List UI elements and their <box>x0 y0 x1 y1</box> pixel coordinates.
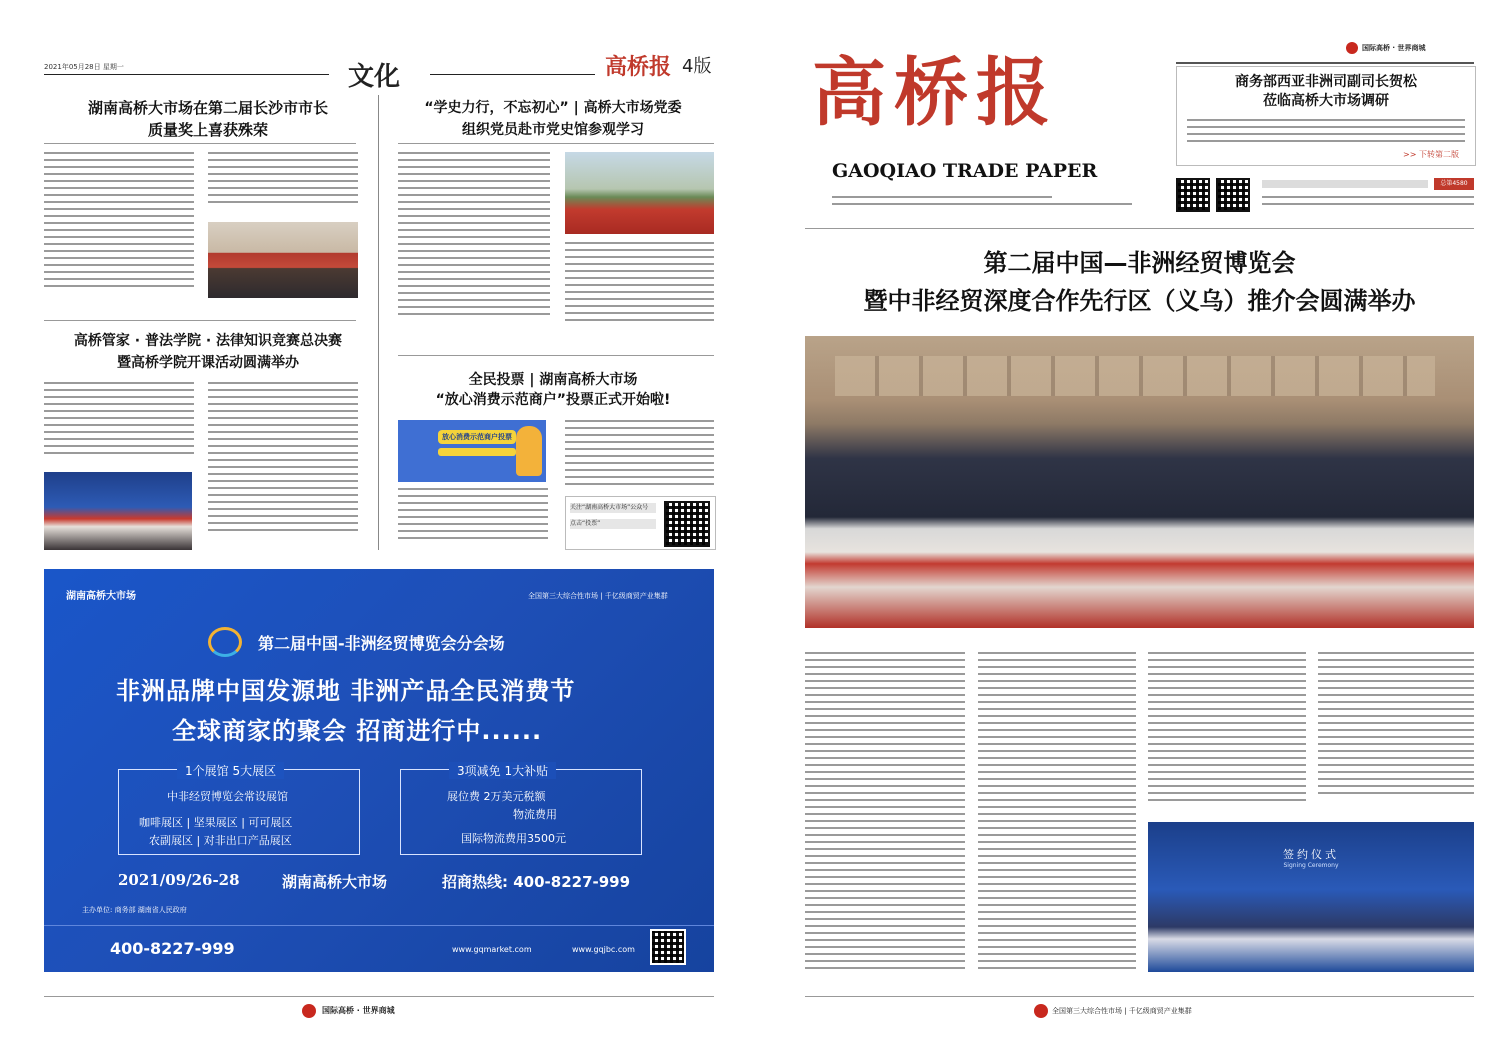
headline-line: 组织党员赴市党史馆参观学习 <box>462 122 644 138</box>
column-divider <box>378 95 379 550</box>
rule <box>398 355 714 356</box>
award-ceremony-photo <box>208 222 358 298</box>
ad-footer-phone[interactable]: 400-8227-999 <box>110 939 235 958</box>
right-footer-rule <box>805 996 1474 997</box>
box1-title: 1个展馆 5大展区 <box>177 762 284 779</box>
ad-event: 第二届中国-非洲经贸博览会分会场 <box>258 634 505 653</box>
box2-row1: 展位费 2万美元税额 <box>447 790 546 803</box>
seal-icon <box>1346 42 1358 54</box>
vote-banner-strip <box>438 448 516 456</box>
rule <box>44 320 356 321</box>
box1-row1: 咖啡展区 | 坚果展区 | 可可展区 <box>139 816 293 829</box>
ad-hotline: 招商热线: 400-8227-999 <box>442 873 631 891</box>
article-2-text-col1 <box>398 152 550 332</box>
masthead-qr-2[interactable] <box>1216 178 1250 212</box>
vote-qr-code[interactable] <box>664 501 710 547</box>
lead-text-col1 <box>805 652 965 972</box>
lead-headline-line: 第二届中国—非洲经贸博览会 <box>983 249 1296 277</box>
rule <box>398 143 714 144</box>
left-footer-slogan: 国际高桥 · 世界商城 <box>322 1006 395 1015</box>
box2-title: 3项减免 1大补贴 <box>449 762 556 779</box>
signing-subtitle: Signing Ceremony <box>1283 862 1339 869</box>
box1-row2: 农副展区 | 对非出口产品展区 <box>149 834 292 847</box>
vote-step-2: 点击“投票” <box>570 519 656 529</box>
fair-logo-icon <box>208 627 242 657</box>
left-paper-logo: 高桥报 <box>605 54 672 80</box>
mascot-figure <box>516 426 542 476</box>
contest-final-photo <box>44 472 192 550</box>
lead-text-col2 <box>978 652 1136 972</box>
headline-line: 全民投票 | 湖南高桥大市场 <box>468 372 638 388</box>
article-2-text-col2 <box>565 242 714 334</box>
header-rule-right <box>430 74 595 75</box>
vote-banner-title: 放心消费示范商户投票 <box>438 430 516 444</box>
masthead: 高桥报 <box>812 50 1058 136</box>
headline-line: “放心消费示范商户”投票正式开始啦! <box>435 392 671 408</box>
header-rule-left <box>44 74 329 75</box>
teaser-box <box>1176 66 1476 166</box>
vote-step-1: 关注“湖南高桥大市场”公众号 <box>570 503 656 513</box>
article-4-headline <box>392 370 714 410</box>
masthead-qr-1[interactable] <box>1176 178 1210 212</box>
ad-org: 湖南高桥大市场 <box>66 591 136 602</box>
rule <box>44 143 356 144</box>
box2-row3: 国际物流费用3500元 <box>461 832 566 845</box>
box1-sub: 中非经贸博览会常设展馆 <box>167 790 288 803</box>
headline-line: 暨高桥学院开课活动圆满举办 <box>117 355 299 371</box>
article-3-headline <box>40 330 376 374</box>
signing-title: 签约仪式 <box>1283 848 1339 861</box>
issue-info-bar <box>1262 180 1428 188</box>
left-footer-rule <box>44 996 714 997</box>
lead-headline-line: 暨中非经贸深度合作先行区（义乌）推介会圆满举办 <box>863 287 1416 315</box>
teaser-line: 商务部西亚非洲司副司长贺松 <box>1235 74 1417 90</box>
article-2-headline <box>392 97 714 141</box>
box2-row2: 物流费用 <box>513 808 557 821</box>
top-slogan: 国际高桥 · 世界商城 <box>1362 44 1426 52</box>
page-number: 4版 <box>682 56 712 77</box>
vote-instructions-box <box>565 496 716 550</box>
article-3-text-col2 <box>208 382 358 550</box>
issue-contacts <box>1262 196 1474 212</box>
ad-venue: 湖南高桥大市场 <box>282 873 388 891</box>
ad-headline-1: 非洲品牌中国发源地 非洲产品全民消费节 <box>116 677 576 705</box>
ad-rule <box>44 925 714 926</box>
headline-line: 高桥管家 · 普法学院 · 法律知识竞赛总决赛 <box>73 333 343 349</box>
teaser-line: 莅临高桥大市场调研 <box>1263 93 1389 109</box>
section-title: 文化 <box>348 62 401 92</box>
teaser-rule <box>1176 62 1474 64</box>
right-footer-slogan: 全国第三大综合性市场 | 千亿级商贸产业集群 <box>1052 1007 1192 1015</box>
headline-line: 质量奖上喜获殊荣 <box>147 121 268 139</box>
masthead-rule <box>805 228 1474 229</box>
conference-hall-photo <box>805 336 1474 628</box>
teaser-headline <box>1177 73 1475 111</box>
article-4-text-col2 <box>565 420 714 492</box>
lead-text-col3 <box>1148 652 1306 812</box>
seal-icon <box>1034 1004 1048 1018</box>
ad-qr-code[interactable] <box>650 929 686 965</box>
headline-line: 湖南高桥大市场在第二届长沙市市长 <box>87 99 328 117</box>
museum-visit-photo <box>565 152 714 234</box>
article-3-text-col1 <box>44 382 194 464</box>
article-1-text-col1 <box>44 152 194 302</box>
ad-footer-site2[interactable]: www.gqjbc.com <box>572 945 635 954</box>
teaser-text <box>1187 119 1465 147</box>
ad-footer-site1[interactable]: www.gqmarket.com <box>452 945 532 954</box>
article-1-text-col2 <box>208 152 358 214</box>
article-1-headline <box>44 97 372 141</box>
ad-headline-2: 全球商家的聚会 招商进行中...... <box>172 717 543 745</box>
masthead-en: GAOQIAO TRADE PAPER <box>832 160 1098 182</box>
lead-text-col4 <box>1318 652 1474 804</box>
issue-badge: 总第4580 <box>1434 178 1474 190</box>
ad-top-right: 全国第三大综合性市场 | 千亿级商贸产业集群 <box>528 592 668 600</box>
article-4-text-col1 <box>398 488 548 548</box>
teaser-link[interactable]: >> 下转第二版 <box>1403 150 1459 159</box>
ad-dates: 2021/09/26-28 <box>118 871 240 889</box>
vote-banner <box>398 420 546 482</box>
left-date: 2021年05月28日 星期一 <box>44 63 124 71</box>
fair-advertisement <box>44 569 714 972</box>
benefits-box <box>400 764 642 855</box>
lead-headline <box>805 244 1474 320</box>
headline-line: “学史力行，不忘初心” | 高桥大市场党委 <box>424 100 682 116</box>
hall-wall-pattern <box>835 356 1435 396</box>
masthead-credits <box>832 196 1132 214</box>
exhibit-box <box>118 764 360 855</box>
ad-hosts: 主办单位: 商务部 湖南省人民政府 <box>82 906 187 914</box>
seal-icon <box>302 1004 316 1018</box>
signing-ceremony-photo <box>1148 822 1474 972</box>
